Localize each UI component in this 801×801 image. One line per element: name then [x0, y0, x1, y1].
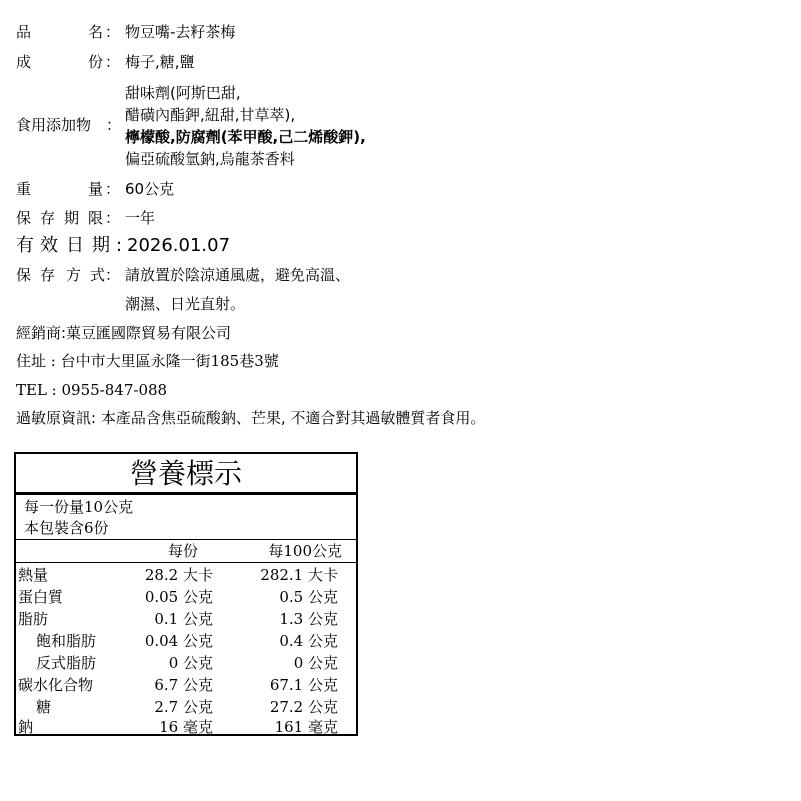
additives-line: 甜味劑(阿斯巴甜,	[125, 84, 241, 102]
nutrition-row	[16, 630, 356, 652]
colon: ：	[105, 209, 121, 227]
additives-line: 醋磺內酯鉀,紐甜,甘草萃),	[125, 106, 296, 124]
label-char: 份	[88, 53, 104, 71]
telephone: TEL : 0955-847-088	[16, 381, 168, 399]
weight-value: 60公克	[125, 180, 175, 198]
label-char: 保	[16, 266, 32, 284]
nutrient-name: 鈉	[18, 718, 34, 736]
per-100g-value: 0 公克	[293, 654, 338, 672]
distributor: 經銷商:菓豆匯國際貿易有限公司	[16, 324, 232, 342]
nutrition-title: 營養標示	[129, 457, 242, 490]
label-char: 品	[16, 23, 32, 41]
colon: ：	[105, 266, 121, 284]
per-100g-value: 27.2 公克	[269, 698, 338, 716]
label-char: 期	[92, 235, 110, 256]
column-header-per-serving: 每份	[167, 542, 198, 560]
nutrient-name: 碳水化合物	[18, 676, 94, 694]
colon: :	[116, 235, 123, 256]
label-char: 重	[16, 180, 32, 198]
per-100g-value: 0.4 公克	[279, 632, 338, 650]
label-char: 量	[88, 180, 104, 198]
per-100g-value: 161 毫克	[274, 718, 338, 736]
shelf-life-value: 一年	[125, 209, 156, 227]
nutrition-row	[16, 716, 356, 738]
nutrient-name: 熱量	[18, 566, 49, 584]
divider	[16, 562, 356, 563]
additives-line: 檸檬酸,防腐劑(苯甲酸,己二烯酸鉀),	[125, 128, 366, 146]
per-100g-value: 67.1 公克	[269, 676, 338, 694]
nutrition-row	[16, 674, 356, 696]
nutrition-row	[16, 564, 356, 586]
nutrient-name: 反式脂肪	[36, 654, 97, 672]
label-char: 式	[90, 266, 106, 284]
per-serving-value: 0.04 公克	[144, 632, 213, 650]
per-serving-value: 0 公克	[168, 654, 213, 672]
address: 住址 : 台中市大里區永隆一街185巷3號	[16, 352, 279, 370]
per-100g-value: 1.3 公克	[279, 610, 338, 628]
colon: ：	[106, 116, 122, 134]
nutrition-row	[16, 608, 356, 630]
additives-label: 食用添加物	[16, 116, 92, 134]
nutrient-name: 蛋白質	[18, 588, 64, 606]
expiry-value: 2026.01.07	[127, 235, 231, 256]
nutrient-name: 飽和脂肪	[36, 632, 97, 650]
nutrient-name: 脂肪	[18, 610, 49, 628]
label-char: 存	[40, 266, 56, 284]
per-serving-value: 6.7 公克	[154, 676, 213, 694]
per-serving-value: 28.2 大卡	[144, 566, 213, 584]
ingredients-value: 梅子,糖,鹽	[125, 53, 195, 71]
label-char: 限	[88, 209, 104, 227]
nutrition-row	[16, 586, 356, 608]
label-char: 保	[16, 209, 32, 227]
colon: ：	[105, 180, 121, 198]
nutrition-row	[16, 696, 356, 718]
storage-value-line1: 請放置於陰涼通風處，避免高溫、	[125, 266, 351, 284]
label-char: 日	[66, 235, 84, 256]
storage-value-line2: 潮濕、日光直射。	[125, 295, 246, 313]
label-char: 成	[16, 53, 32, 71]
colon: ：	[105, 53, 121, 71]
per-100g-value: 0.5 公克	[279, 588, 338, 606]
nutrition-table	[14, 452, 358, 736]
label-char: 效	[40, 235, 58, 256]
colon: ：	[105, 23, 121, 41]
allergen-info: 過敏原資訊: 本產品含焦亞硫酸鈉、芒果, 不適合對其過敏體質者食用。	[16, 409, 486, 427]
servings-per-package: 本包裝含6份	[24, 519, 109, 537]
label-char: 方	[66, 266, 82, 284]
label-char: 有	[16, 235, 34, 256]
label-char: 名	[88, 23, 104, 41]
divider	[16, 539, 356, 540]
per-serving-value: 16 毫克	[159, 718, 213, 736]
serving-size: 每一份量10公克	[24, 498, 134, 516]
nutrition-row	[16, 652, 356, 674]
divider	[16, 492, 356, 495]
column-header-per-100g: 每100公克	[268, 542, 342, 560]
per-serving-value: 0.05 公克	[144, 588, 213, 606]
additives-line: 偏亞硫酸氫鈉,烏龍茶香料	[125, 150, 295, 168]
label-char: 期	[64, 209, 80, 227]
per-serving-value: 0.1 公克	[154, 610, 213, 628]
product-name-value: 物豆嘴-去籽茶梅	[125, 23, 236, 41]
per-serving-value: 2.7 公克	[154, 698, 213, 716]
label-char: 存	[40, 209, 56, 227]
per-100g-value: 282.1 大卡	[260, 566, 338, 584]
nutrient-name: 糖	[36, 698, 52, 716]
